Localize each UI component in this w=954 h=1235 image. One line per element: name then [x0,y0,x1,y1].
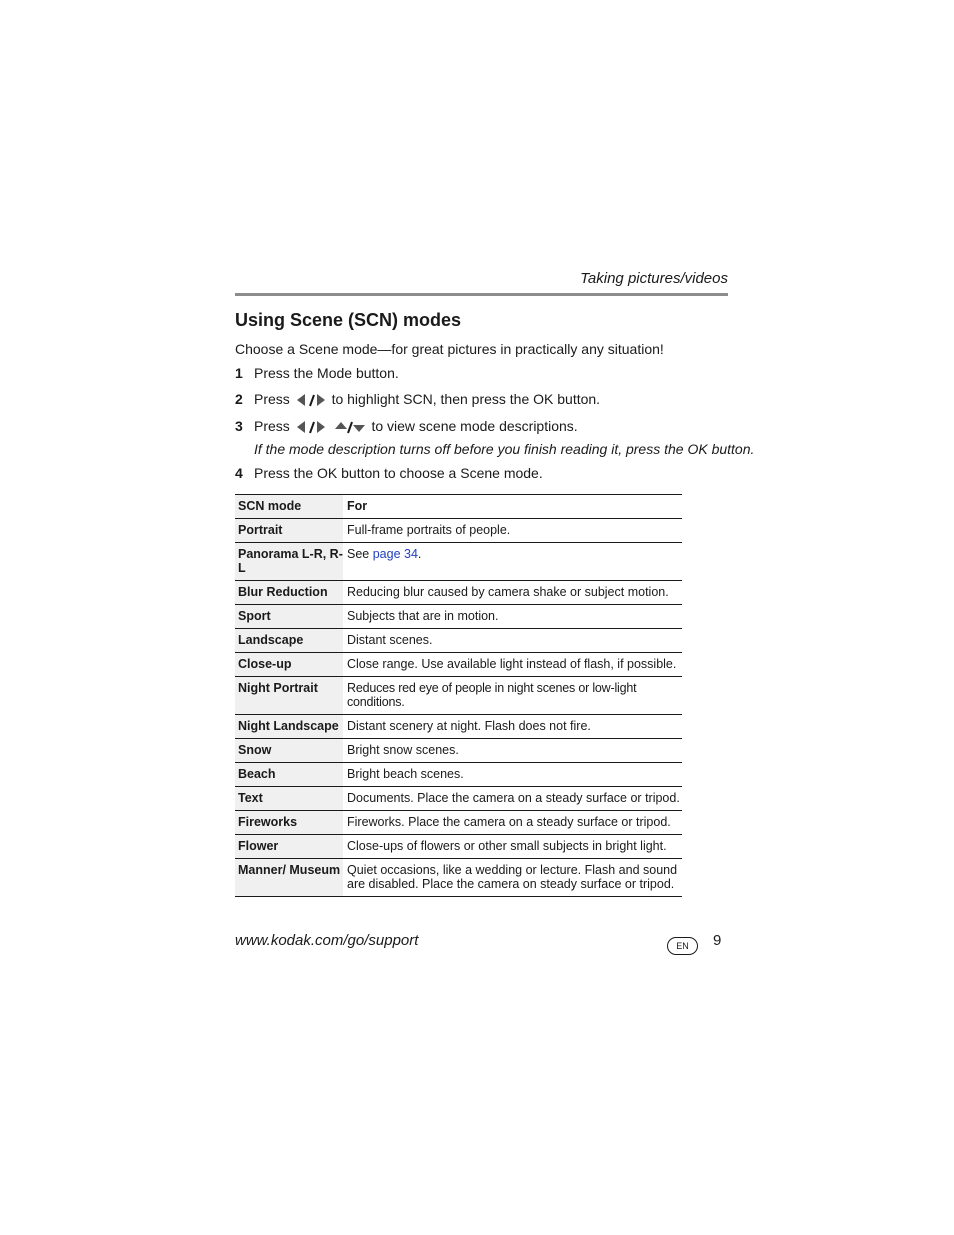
table-row [235,605,682,629]
page-title: Using Scene (SCN) modes [235,310,462,330]
table-row [235,629,682,653]
section-header: Taking pictures/videos [580,270,728,287]
step-text: Press the OK button to choose a Scene mode. [254,465,543,481]
up-down-arrow-icon [335,420,365,434]
description-cell: Close-ups of flowers or other small subjects in bright light. [343,835,682,859]
table-row [235,787,682,811]
page-number: 9 [713,932,722,949]
mode-cell: Landscape [235,629,343,653]
step-2 [235,391,600,407]
step-3 [235,418,578,434]
table-row [235,543,682,581]
description-cell: Close range. Use available light instead of flash, if possible. [343,653,682,677]
description-cell: Bright beach scenes. [343,763,682,787]
step-text-continued: to view scene mode descriptions. [371,418,578,434]
mode-cell: Sport [235,605,343,629]
description-cell: Distant scenery at night. Flash does not fire. [343,715,682,739]
description-cell: Bright snow scenes. [343,739,682,763]
table-row [235,715,682,739]
table-row [235,811,682,835]
mode-cell: Blur Reduction [235,581,343,605]
step-1 [235,365,399,381]
mode-cell: Night Portrait [235,677,343,715]
description-cell: Distant scenes. [343,629,682,653]
intro-text: Choose a Scene mode—for great pictures in practically any situation! [235,341,664,357]
left-right-arrow-icon [297,420,325,434]
table-header-row [235,495,682,519]
description-cell: Documents. Place the camera on a steady surface or tripod. [343,787,682,811]
table-row [235,763,682,787]
column-header-scn-mode: SCN mode [235,495,343,519]
description-cell [343,543,682,581]
mode-cell: Close-up [235,653,343,677]
step-number: 2 [235,391,243,407]
description-prefix: See [347,547,373,561]
mode-cell: Fireworks [235,811,343,835]
table-row [235,677,682,715]
left-right-arrow-icon [297,393,325,407]
header-rule [235,293,728,296]
description-cell: Quiet occasions, like a wedding or lecture. Flash and sound are disabled. Place the camera on steady surface or tripod. [343,859,682,897]
description-cell: Reduces red eye of people in night scenes or low-light conditions. [343,677,682,715]
mode-cell: Portrait [235,519,343,543]
language-badge: EN [667,937,698,955]
mode-cell: Panorama L-R, R-L [235,543,343,581]
mode-cell: Text [235,787,343,811]
scene-mode-table [235,494,682,897]
mode-cell: Flower [235,835,343,859]
description-cell: Reducing blur caused by camera shake or subject motion. [343,581,682,605]
step-number: 3 [235,418,243,434]
description-cell: Full-frame portraits of people. [343,519,682,543]
step-text: Press [254,418,290,434]
table-row [235,835,682,859]
table-row [235,859,682,897]
step-number: 1 [235,365,243,381]
table-row [235,581,682,605]
support-url[interactable]: www.kodak.com/go/support [235,932,419,949]
step-number: 4 [235,465,243,481]
page-34-link[interactable]: page 34 [372,547,418,561]
mode-cell: Snow [235,739,343,763]
description-cell: Fireworks. Place the camera on a steady surface or tripod. [343,811,682,835]
step-text: Press the Mode button. [254,365,399,381]
mode-cell: Beach [235,763,343,787]
table-row [235,519,682,543]
step-text: Press [254,391,290,407]
column-header-for: For [343,495,682,519]
step-3-note: If the mode description turns off before you finish reading it, press the OK button. [254,441,755,457]
description-suffix: . [417,547,422,561]
description-cell: Subjects that are in motion. [343,605,682,629]
mode-cell: Night Landscape [235,715,343,739]
table-row [235,739,682,763]
step-text-continued: to highlight SCN, then press the OK button. [331,391,601,407]
table-row [235,653,682,677]
mode-cell: Manner/ Museum [235,859,343,897]
step-4 [235,465,543,481]
